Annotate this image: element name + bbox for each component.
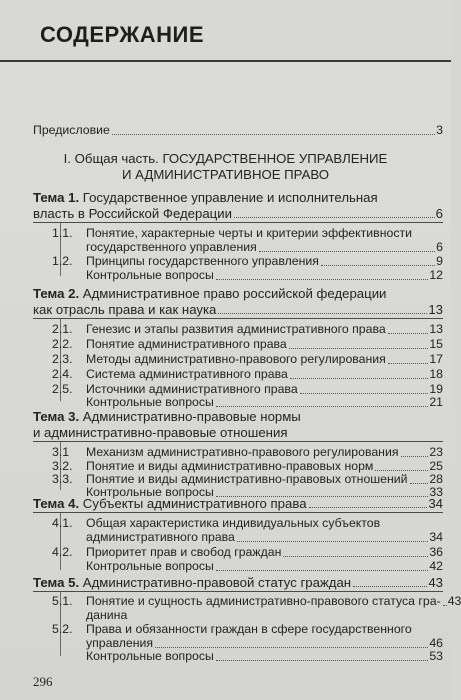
tema-title [33, 496, 307, 511]
toc-label: Понятие и сущность административно-правового статуса гра- [86, 594, 441, 608]
toc-page: 21 [429, 395, 443, 409]
tema-title-text: Административно-правовой статус граждан [79, 575, 352, 590]
leader-dots [283, 556, 428, 557]
leader-dots [375, 470, 428, 471]
part-heading-line1: I. Общая часть. ГОСУДАРСТВЕННОЕ УПРАВЛЕНИЕ [63, 151, 388, 166]
toc-label: Контрольные вопросы [86, 395, 214, 409]
toc-page: 12 [429, 268, 443, 282]
tema-prefix: Тема 2. [33, 286, 80, 301]
toc-page: 13 [428, 302, 443, 317]
leader-dots [259, 251, 435, 252]
tema1-heading-line1[interactable] [33, 190, 378, 205]
toc-label: Контрольные вопросы [86, 485, 214, 499]
toc-num: 4.2. [52, 545, 73, 559]
toc-page: 42 [429, 559, 443, 573]
leader-dots [218, 313, 427, 314]
toc-num: 2.1. [52, 322, 73, 336]
toc-item-1-questions[interactable] [86, 268, 443, 283]
leader-dots [112, 134, 435, 135]
leader-dots [388, 333, 429, 334]
leader-dots [216, 279, 428, 280]
toc-num: 5.1. [52, 594, 73, 608]
toc-label: Система административного права [86, 367, 288, 381]
toc-page: 25 [429, 459, 443, 473]
toc-label: Понятие и виды административно-правовых норм [86, 459, 374, 473]
toc-num: 2.3. [52, 352, 73, 366]
toc-label: Права и обязанности граждан в сфере государственного [86, 622, 412, 636]
toc-page: 6 [435, 206, 443, 221]
toc-label: Контрольные вопросы [86, 559, 214, 573]
toc-label: Источники административного права [86, 382, 298, 396]
toc-item-4-2[interactable] [52, 545, 443, 560]
leader-dots [388, 363, 428, 364]
tema2-heading-line1[interactable] [33, 286, 386, 301]
toc-item-4-questions[interactable] [86, 559, 443, 574]
leader-dots [155, 647, 428, 648]
toc-page: 13 [429, 322, 443, 336]
tema-prefix: Тема 5. [33, 575, 80, 590]
toc-item-1-1-line1[interactable] [52, 226, 412, 241]
toc-item-1-2[interactable] [52, 254, 443, 269]
tema-title-cont: власть в Российской Федерации [33, 206, 232, 221]
toc-label: Общая характеристика индивидуальных субъектов [86, 516, 381, 530]
tema-title [33, 575, 351, 590]
toc-item-2-3[interactable] [52, 352, 443, 367]
toc-page: 9 [436, 254, 443, 268]
tema-underline [33, 591, 443, 592]
toc-page: 43 [428, 575, 443, 590]
toc-label: Принципы государственного управления [86, 254, 319, 268]
leader-dots [353, 586, 427, 587]
tema-prefix: Тема 4. [33, 496, 80, 511]
leader-dots [300, 393, 429, 394]
tema1-heading-line2[interactable] [33, 206, 443, 221]
tema-title-cont: как отрасль права и как наука [33, 302, 217, 317]
toc-num: 2.2. [52, 337, 73, 351]
toc-page: 34 [429, 530, 443, 544]
part-heading-line2: И АДМИНИСТРАТИВНОЕ ПРАВО [122, 167, 329, 182]
tema-title-text: Субъекты административного права [79, 496, 307, 511]
toc-item-4-1-line1[interactable] [52, 516, 380, 531]
toc-label: Контрольные вопросы [86, 649, 214, 663]
tema4-heading[interactable] [33, 496, 443, 511]
toc-num: 4.1. [52, 516, 73, 530]
page-title: СОДЕРЖАНИЕ [40, 22, 205, 47]
toc-page: 34 [428, 496, 443, 511]
toc-page: 23 [429, 445, 443, 459]
toc-page: 3 [436, 123, 443, 137]
toc-label-cont: государственного управления [86, 240, 257, 254]
toc-page: 53 [429, 649, 443, 663]
toc-item-5-questions[interactable] [86, 649, 443, 664]
toc-label-cont: управления [86, 636, 154, 650]
toc-page: 19 [429, 382, 443, 396]
toc-num: 1.1. [52, 226, 73, 240]
toc-item-2-2[interactable] [52, 337, 443, 352]
page-number: 296 [33, 674, 53, 689]
toc-item-5-2-line1[interactable] [52, 622, 412, 637]
toc-label-cont: административного права [86, 530, 235, 544]
toc-item-2-1[interactable] [52, 322, 443, 337]
tema-prefix: Тема 3. [33, 409, 80, 424]
tema-underline [33, 318, 443, 319]
toc-label: Механизм административно-правового регулирования [86, 445, 399, 459]
leader-dots [321, 265, 435, 266]
toc-page: 33 [429, 485, 443, 499]
toc-page: 6 [436, 240, 443, 254]
toc-label: Понятие административного права [86, 337, 287, 351]
toc-num: 1.2. [52, 254, 73, 268]
toc-preface[interactable] [33, 123, 443, 138]
toc-item-5-1-line1[interactable] [52, 594, 461, 609]
toc-num: 2.5. [52, 382, 73, 396]
leader-dots [237, 541, 428, 542]
tema-underline [33, 512, 443, 513]
toc-item-2-4[interactable] [52, 367, 443, 382]
tema-title-cont: и административно-правовые отношения [33, 425, 288, 440]
toc-page: 43 [447, 594, 461, 608]
toc-page: 36 [429, 545, 443, 559]
toc-num: 2.4. [52, 367, 73, 381]
leader-dots [216, 660, 428, 661]
tema-underline [33, 222, 443, 223]
toc-num: 3.1 [52, 445, 70, 459]
tema-prefix: Тема 1. [33, 190, 80, 205]
leader-dots [443, 605, 447, 606]
toc-page: 15 [429, 337, 443, 351]
toc-page: 46 [429, 636, 443, 650]
toc-page: 17 [429, 352, 443, 366]
tema2-heading-line2[interactable] [33, 302, 443, 317]
leader-dots [401, 456, 429, 457]
toc-label: Понятие, характерные черты и критерии эффективности [86, 226, 412, 240]
tema-title: Государственное управление и исполнительная [79, 190, 378, 205]
toc-label: Методы административно-правового регулирования [86, 352, 386, 366]
tema5-heading[interactable] [33, 575, 443, 590]
toc-label: Контрольные вопросы [86, 268, 214, 282]
tema3-heading-line1[interactable] [33, 409, 301, 424]
toc-label: Генезис и этапы развития административного права [86, 322, 386, 336]
leader-dots [234, 217, 435, 218]
toc-page: 28 [429, 472, 443, 486]
toc-num: 5.2. [52, 622, 73, 636]
toc-item-5-1-line2: данина [86, 608, 128, 622]
toc-label: Предисловие [33, 123, 110, 137]
toc-item-4-1-line2[interactable] [86, 530, 443, 545]
toc-num: 3.3. [52, 472, 73, 486]
tema-underline [33, 441, 443, 442]
leader-dots [289, 348, 429, 349]
toc-item-3-1[interactable] [52, 445, 443, 460]
leader-dots [216, 406, 428, 407]
tema3-heading-line2[interactable] [33, 425, 443, 440]
tema-title: Административное право российской федерации [79, 286, 387, 301]
leader-dots [410, 483, 429, 484]
toc-item-2-questions[interactable] [86, 395, 443, 410]
leader-dots [290, 378, 428, 379]
toc-label: Приоритет прав и свобод граждан [86, 545, 282, 559]
leader-dots [216, 570, 428, 571]
leader-dots [309, 507, 428, 508]
tema-title: Административно-правовые нормы [79, 409, 301, 424]
toc-label: Понятие и виды административно-правовых отношений [86, 472, 408, 486]
toc-num: 3.2. [52, 459, 73, 473]
toc-page: 18 [429, 367, 443, 381]
toc-item-1-1-line2[interactable] [86, 240, 443, 255]
